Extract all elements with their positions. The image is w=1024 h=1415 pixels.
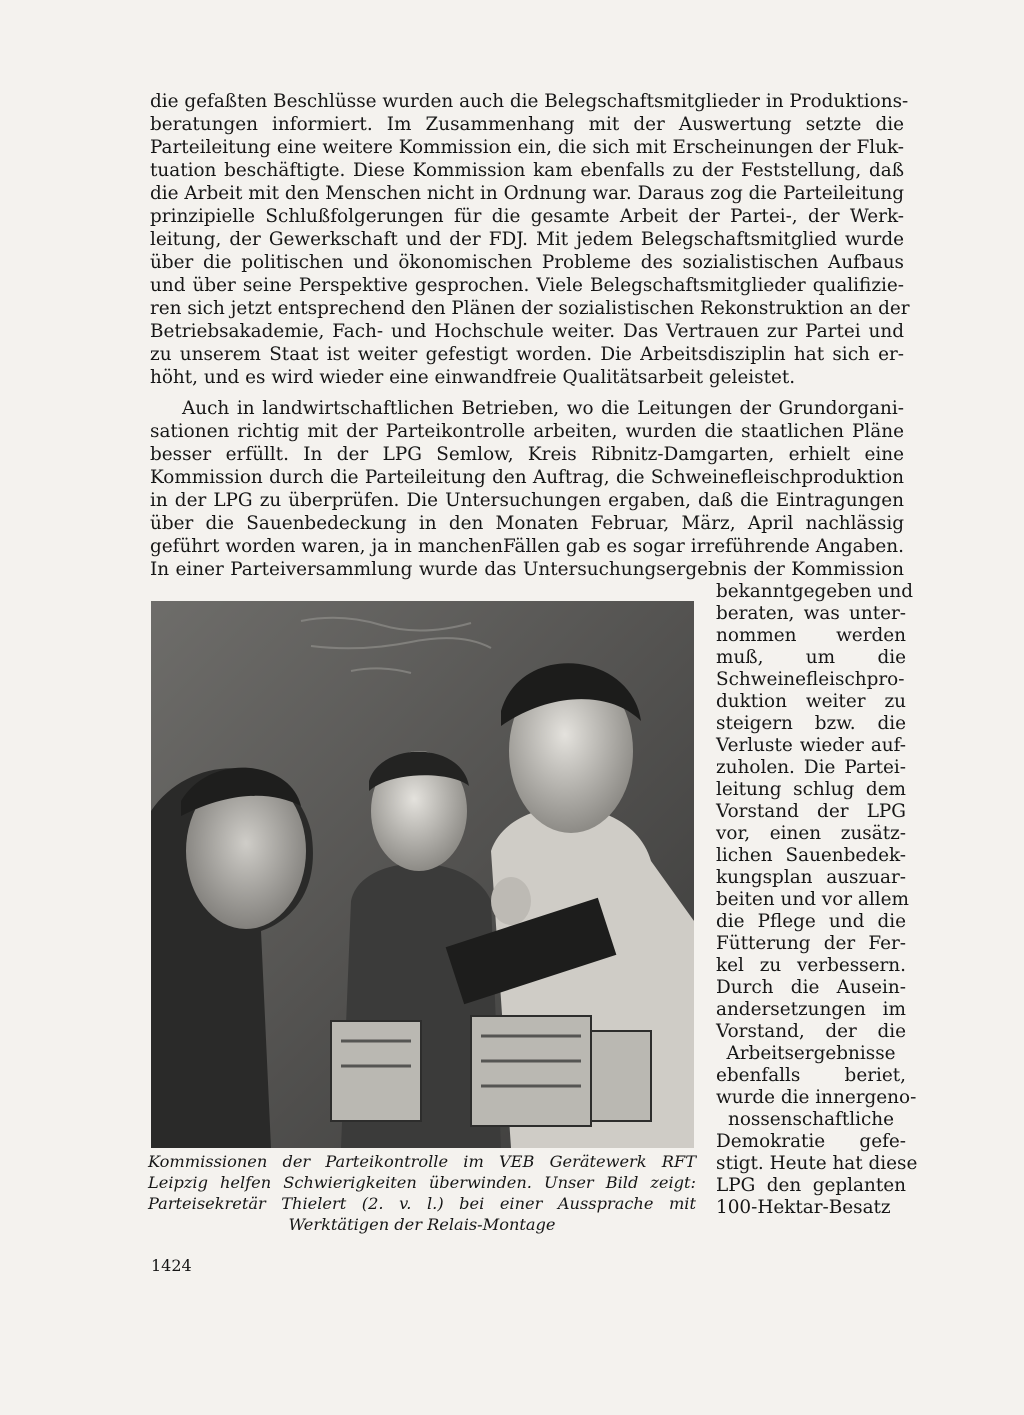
side-line: steigern bzw. die: [716, 713, 906, 734]
side-line: Vorstand der LPG: [716, 801, 906, 822]
side-line: Verluste wieder auf-: [716, 735, 906, 756]
text-line: Parteileitung eine weitere Kommission ein, die sich mit Erscheinungen der Fluk-: [150, 137, 904, 158]
side-line: 100-Hektar-Besatz: [716, 1197, 891, 1218]
side-line: zuholen. Die Partei-: [716, 757, 906, 778]
side-line: Arbeitsergebnisse: [726, 1043, 896, 1064]
side-line: LPG den geplanten: [716, 1175, 906, 1196]
side-line: beraten, was unter-: [716, 603, 906, 624]
text-line: Auch in landwirtschaftlichen Betrieben, wo die Leitungen der Grundorgani-: [182, 398, 904, 419]
photograph: [151, 601, 694, 1148]
text-line: zu unserem Staat ist weiter gefestigt worden. Die Arbeitsdisziplin hat sich er-: [150, 344, 904, 365]
text-line: beratungen informiert. Im Zusammenhang mit der Auswertung setzte die: [150, 114, 904, 135]
text-line: prinzipielle Schlußfolgerungen für die gesamte Arbeit der Partei-, der Werk-: [150, 206, 904, 227]
side-line: Durch die Ausein-: [716, 977, 906, 998]
side-line: wurde die innergeno-: [716, 1087, 917, 1108]
side-line: stigt. Heute hat diese: [716, 1153, 918, 1174]
side-line: beiten und vor allem: [716, 889, 909, 910]
text-line: über die Sauenbedeckung in den Monaten Februar, März, April nachlässig: [150, 513, 904, 534]
text-line: In einer Parteiversammlung wurde das Untersuchungsergebnis der Kommission: [150, 559, 904, 580]
text-line: und über seine Perspektive gesprochen. Viele Belegschaftsmitglieder qualifizie-: [150, 275, 904, 296]
caption-line: Parteisekretär Thielert (2. v. l.) bei einer Aussprache mit: [148, 1194, 696, 1213]
side-line: nossenschaftliche: [727, 1109, 895, 1130]
text-line: höht, und es wird wieder eine einwandfreie Qualitätsarbeit geleistet.: [150, 367, 796, 388]
side-line: Schweinefleischpro-: [716, 669, 905, 690]
side-line: kungsplan auszuar-: [716, 867, 906, 888]
text-line: in der LPG zu überprüfen. Die Untersuchungen ergaben, daß die Eintragungen: [150, 490, 904, 511]
side-line: andersetzungen im: [716, 999, 906, 1020]
caption-line: Leipzig helfen Schwierigkeiten überwinden. Unser Bild zeigt:: [148, 1173, 696, 1192]
caption-line: Kommissionen der Parteikontrolle im VEB Gerätewerk RFT: [148, 1152, 696, 1171]
text-line: tuation beschäftigte. Diese Kommission kam ebenfalls zu der Feststellung, daß: [150, 160, 904, 181]
text-line: über die politischen und ökonomischen Probleme des sozialistischen Aufbaus: [150, 252, 904, 273]
side-line: Vorstand, der die: [716, 1021, 906, 1042]
text-line: ren sich jetzt entsprechend den Plänen der sozialistischen Rekonstruktion an der: [150, 298, 910, 319]
side-line: duktion weiter zu: [716, 691, 906, 712]
side-line: Demokratie gefe-: [716, 1131, 906, 1152]
caption-line: Werktätigen der Relais-Montage: [288, 1215, 556, 1234]
page-number: 1424: [151, 1256, 192, 1275]
side-line: muß, um die: [716, 647, 906, 668]
text-line: leitung, der Gewerkschaft und der FDJ. Mit jedem Belegschaftsmitglied wurde: [150, 229, 904, 250]
text-line: geführt worden waren, ja in manchenFällen gab es sogar irreführende Angaben.: [150, 536, 904, 557]
side-line: vor, einen zusätz-: [716, 823, 906, 844]
side-line: bekanntgegeben und: [716, 581, 913, 602]
side-line: lichen Sauenbedek-: [716, 845, 906, 866]
text-line: besser erfüllt. In der LPG Semlow, Kreis Ribnitz-Damgarten, erhielt eine: [150, 444, 904, 465]
side-line: leitung schlug dem: [716, 779, 906, 800]
text-line: die gefaßten Beschlüsse wurden auch die Belegschaftsmitglieder in Produktions-: [150, 91, 909, 112]
side-line: die Pflege und die: [716, 911, 906, 932]
side-line: Fütterung der Fer-: [716, 933, 906, 954]
text-line: Betriebsakademie, Fach- und Hochschule weiter. Das Vertrauen zur Partei und: [150, 321, 904, 342]
text-line: die Arbeit mit den Menschen nicht in Ordnung war. Daraus zog die Parteileitung: [150, 183, 904, 204]
side-line: kel zu verbessern.: [716, 955, 906, 976]
side-line: ebenfalls beriet,: [716, 1065, 906, 1086]
text-line: Kommission durch die Parteileitung den Auftrag, die Schweinefleischproduktion: [150, 467, 904, 488]
side-line: nommen werden: [716, 625, 906, 646]
text-line: sationen richtig mit der Parteikontrolle arbeiten, wurden die staatlichen Pläne: [150, 421, 904, 442]
